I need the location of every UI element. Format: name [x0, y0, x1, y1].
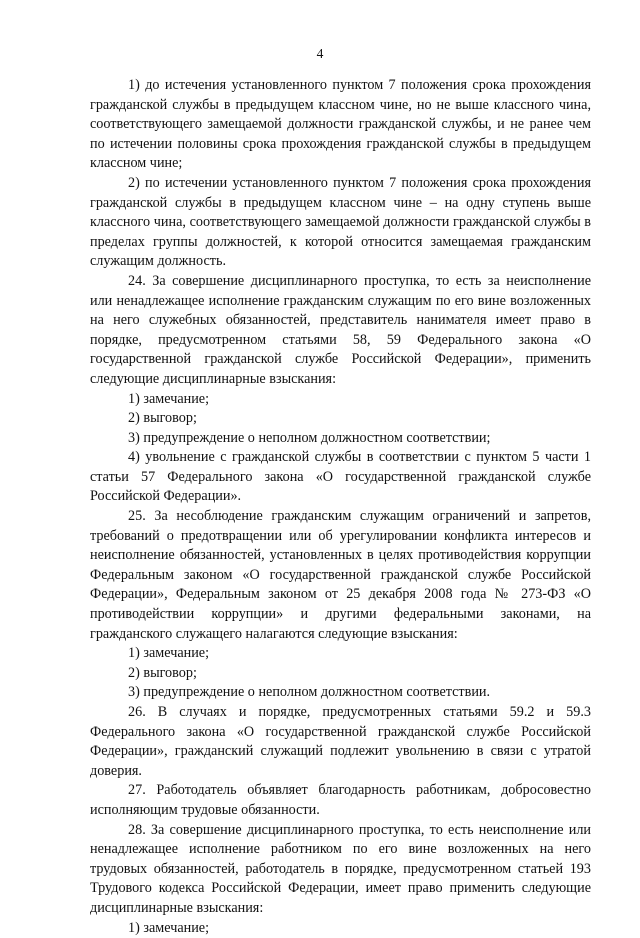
- paragraph-28-employee-disciplinary: 28. За совершение дисциплинарного проступка, то есть неисполнение или ненадлежащее исполнение работником по его вине возложенных на него трудовых обязанностей, работодатель в порядке, предусмотренном статьей 193 Трудового кодекса Российской Федерации, имеет право применить следующие дисциплинарные взыскания:: [90, 821, 591, 916]
- page-number: 4: [316, 46, 324, 61]
- list-item-warning: 3) предупреждение о неполном должностном соответствии;: [128, 429, 491, 446]
- paragraph-24-disciplinary: 24. За совершение дисциплинарного проступка, то есть за неисполнение или ненадлежащее исполнение гражданским служащим по его вине возложенных на него служебных обязанностей, представитель нанимателя имеет право в порядке, предусмотренном статьями 58, 59 Федерального закона «О государственной гражданской службе Российской Федерации», применить следующие дисциплинарные взыскания:: [90, 272, 591, 387]
- list-item-remark: 1) замечание;: [128, 390, 210, 407]
- list-item-reprimand: 2) выговор;: [128, 410, 197, 427]
- list-item-dismissal: 4) увольнение с гражданской службы в соответствии с пунктом 5 части 1 статьи 57 Федерального закона «О государственной гражданской службе Российской Федерации».: [90, 449, 591, 505]
- list-item-remark: 1) замечание;: [128, 919, 210, 936]
- paragraph-1-before-term: 1) до истечения установленного пунктом 7 положения срока прохождения гражданской службы в предыдущем классном чине, но не выше классного чина, соответствующего замещаемой должности гражданской службы, и не ранее чем по истечении половины срока прохождения гражданской службы в предыдущем классном чине;: [90, 77, 591, 172]
- list-item-warning: 3) предупреждение о неполном должностном соответствии.: [128, 684, 491, 701]
- paragraph-26-loss-of-trust: 26. В случаях и порядке, предусмотренных статьями 59.2 и 59.3 Федерального закона «О государственной гражданской службе Российской Федерации», гражданский служащий подлежит увольнению в связи с утратой доверия.: [90, 704, 591, 779]
- list-item-reprimand: 2) выговор;: [128, 664, 197, 681]
- paragraph-27-gratitude: 27. Работодатель объявляет благодарность работникам, добросовестно исполняющим трудовые обязанности.: [90, 782, 591, 818]
- document-body: [90, 76, 591, 938]
- list-item-remark: 1) замечание;: [128, 645, 210, 662]
- paragraph-2-after-term: 2) по истечении установленного пунктом 7 положения срока прохождения гражданской службы в предыдущем классном чине – на одну ступень выше классного чина, соответствующего замещаемой должности гражданской службы в пределах группы должностей, к которой относится замещаемая гражданским служащим должность.: [90, 174, 591, 270]
- paragraph-25-anticorruption: 25. За несоблюдение гражданским служащим ограничений и запретов, требований о предотвращении или об урегулировании конфликта интересов и неисполнение обязанностей, установленных в целях противодействия коррупции Федеральным законом «О государственной гражданской службе Российской Федерации», Федеральным законом от 25 декабря 2008 года № 273-ФЗ «О противодействии коррупции» и другими федеральными законами, на гражданского служащего налагаются следующие взыскания:: [90, 508, 591, 642]
